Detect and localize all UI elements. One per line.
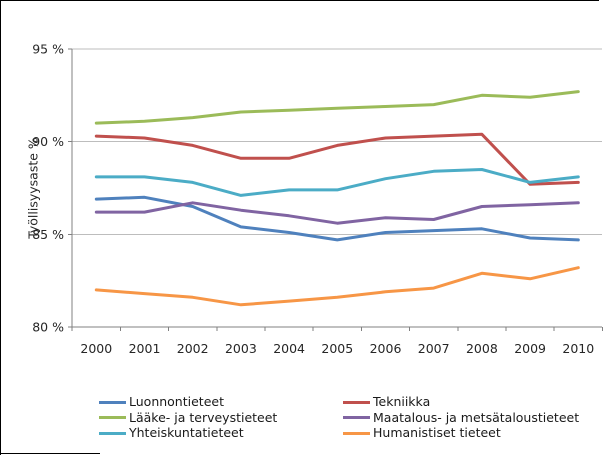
x-tick-label-2007: 2007 bbox=[417, 341, 450, 356]
x-tick-label-2001: 2001 bbox=[128, 341, 161, 356]
y-tick-label-80: 80 % bbox=[32, 319, 64, 335]
x-tick-label-2010: 2010 bbox=[562, 341, 595, 356]
x-tick-label-2008: 2008 bbox=[465, 341, 498, 356]
legend-label: Luonnontieteet bbox=[129, 394, 224, 409]
x-tick-label-2009: 2009 bbox=[514, 341, 547, 356]
series-line-maatalous-ja-metsataloustieteet bbox=[96, 203, 578, 223]
x-tick-label-2006: 2006 bbox=[369, 341, 402, 356]
legend-label: Maatalous- ja metsätaloustieteet bbox=[373, 409, 580, 425]
x-tick-label-2002: 2002 bbox=[176, 341, 209, 356]
y-axis-title: Työllisyysaste % bbox=[25, 137, 41, 239]
x-tick-label-2000: 2000 bbox=[80, 341, 113, 356]
x-tick-label-2003: 2003 bbox=[224, 341, 257, 356]
y-tick-label-85: 85 % bbox=[32, 226, 64, 242]
x-tick-label-2004: 2004 bbox=[273, 341, 306, 356]
series-line-laake-ja-terveystieteet bbox=[96, 92, 578, 124]
y-tick-label-95: 95 % bbox=[32, 41, 64, 57]
x-tick-label-2005: 2005 bbox=[321, 341, 354, 356]
legend-label: Tekniikka bbox=[373, 394, 431, 409]
legend-label: Lääke- ja terveystieteet bbox=[129, 409, 278, 425]
legend-label: Humanistiset tieteet bbox=[373, 425, 501, 440]
series-line-luonnontieteet bbox=[96, 197, 578, 240]
series-line-humanistiset-tieteet bbox=[96, 268, 578, 305]
y-tick-label-90: 90 % bbox=[32, 134, 64, 150]
series-line-yhteiskuntatieteet bbox=[96, 170, 578, 196]
legend-label: Yhteiskuntatieteet bbox=[129, 425, 244, 440]
